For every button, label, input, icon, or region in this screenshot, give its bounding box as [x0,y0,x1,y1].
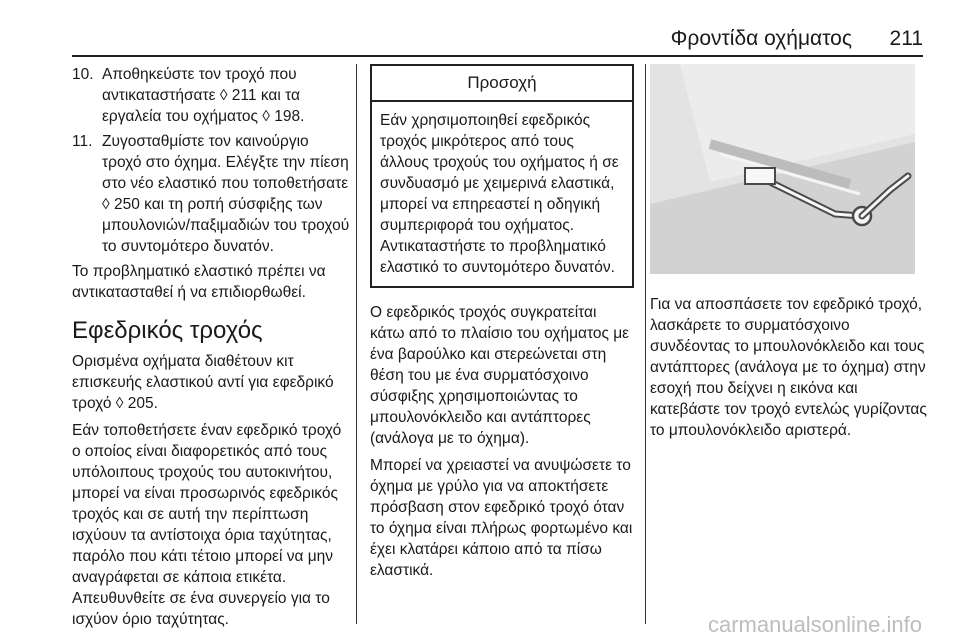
paragraph: Εάν τοποθετήσετε έναν εφεδρικό τροχό ο οποίος είναι διαφορετικός από τους υπόλοιπους τροχούς του αυτοκινήτου, μπορεί να είναι προσωρινός εφεδρικός τροχός και σε αυτή την περίπτωση ισχύουν τα αντίστοιχα όρια ταχύτητας, παρόλο που κάτι τέτοιο μπορεί να μην αναγράφεται σε κάποια ετικέτα. Απευθυνθείτε σε ένα συνεργείο για το ισχύον όριο ταχύτητας. [72,422,342,628]
page-number: 211 [889,27,923,50]
wrench-illustration-icon [650,64,915,274]
paragraph: Ο εφεδρικός τροχός συγκρατείται κάτω από το πλαίσιο του οχήματος με ένα βαρούλκο και στερεώνεται στη θέση του με ένα συρματόσχοινο σύσφιξης χρησιμοποιώντας το μπουλονόκλειδο και αντάπτορες (ανάλογα με το όχημα). [370,304,630,447]
section-heading: Εφεδρικός τροχός [72,317,263,344]
list-item-text: Αποθηκεύστε τον τροχό που αντικαταστήσατε ◊ 211 και τα εργαλεία του οχήματος ◊ 198. [102,66,305,125]
list-item-number: 10. [72,66,94,83]
column-divider [356,64,357,624]
list-item-text: Ζυγοσταθμίστε τον καινούργιο τροχό στο όχημα. Ελέγξτε την πίεση στο νέο ελαστικό που τοποθετήσατε ◊ 250 και τη ροπή σύσφιξης των μπουλονιών/παξιμαδιών του τροχού το συντομότερο δυνατόν. [102,133,350,255]
paragraph: Ορισμένα οχήματα διαθέτουν κιτ επισκευής ελαστικού αντί για εφεδρικό τροχό ◊ 205. [72,353,334,412]
column-right [650,64,928,447]
caution-title: Προσοχή [372,66,632,102]
column-middle [370,64,634,587]
column-left [72,64,350,636]
page-header [0,0,960,60]
list-item-number: 11. [72,133,93,150]
list-item [72,64,350,127]
column-divider [645,64,646,624]
caution-text: Εάν χρησιμοποιηθεί εφεδρικός τροχός μικρότερος από τους άλλους τροχούς του οχήματος ή σε συνδυασμό με χειμερινά ελαστικά, μπορεί να επηρεαστεί η οδηγική συμπεριφορά του οχήματος. Αντικαταστήστε το προβληματικό ελαστικό το συντομότερο δυνατόν. [380,112,619,276]
spare-wheel-illustration [650,64,915,274]
page-title: Φροντίδα οχήματος [670,27,852,50]
paragraph: Το προβληματικό ελαστικό πρέπει να αντικατασταθεί ή να επιδιορθωθεί. [72,263,326,301]
paragraph: Μπορεί να χρειαστεί να ανυψώσετε το όχημα με γρύλο για να αποκτήσετε πρόσβαση στον εφεδρικό τροχό όταν το όχημα είναι πλήρως φορτωμένο και έχει κλατάρει κάποιο από τα πίσω ελαστικά. [370,457,633,579]
caution-box [370,64,634,288]
list-item [72,131,350,257]
header-rule [72,55,923,57]
paragraph: Για να αποσπάσετε τον εφεδρικό τροχό, λασκάρετε το συρματόσχοινο συνδέοντας το μπουλονόκλειδο και τους αντάπτορες (ανάλογα με το όχημα) στην εσοχή που δείχνει η εικόνα και κατεβάστε τον τροχό εντελώς γυρίζοντας το μπουλονόκλειδο αριστερά. [650,296,927,439]
watermark-text: carmanualsonline.info [707,612,922,637]
